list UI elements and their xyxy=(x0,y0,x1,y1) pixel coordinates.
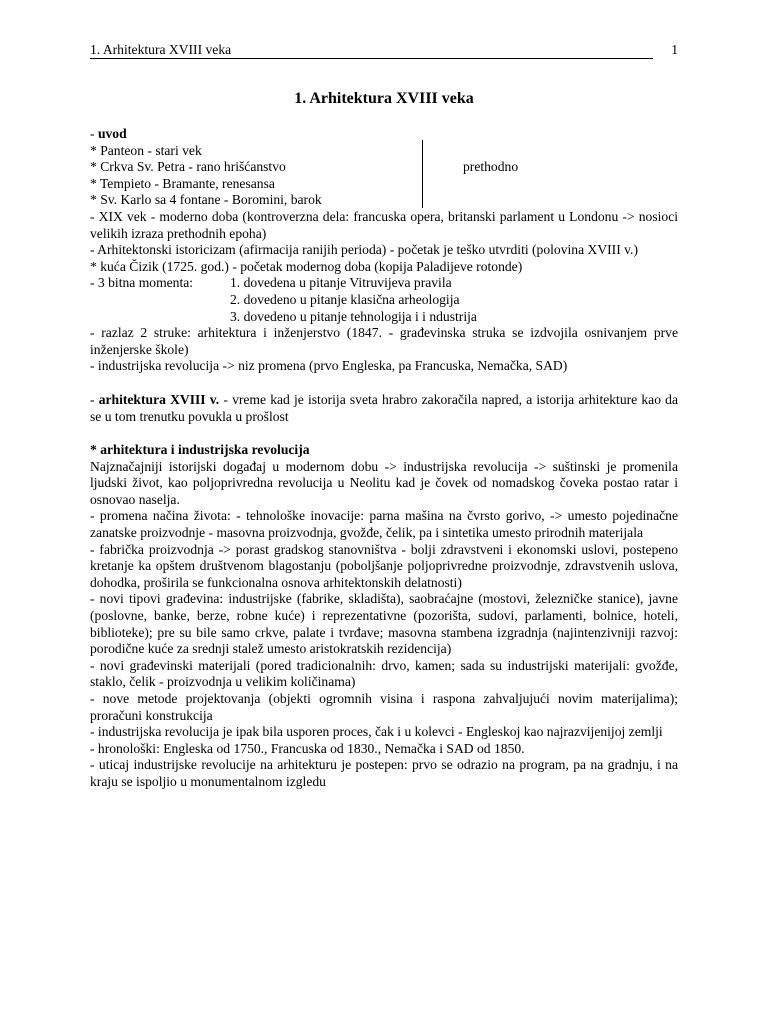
side-label: prethodno xyxy=(463,159,519,174)
moment-item: 3. dovedeno u pitanje tehnologija i i ndustrija xyxy=(230,308,477,324)
paragraph: - uticaj industrijske revolucije na arhitekturu je postepen: prvo se odrazio na program, pa na gradnju, i na kraju se ispoljio u monumentalnom izgledu xyxy=(90,757,678,789)
paragraph: - fabrička proizvodnja -> porast gradskog stanovništva - bolji zdravstveni i ekonomski uslovi, postepeno kretanje ka opštem društvenom blagostanju (poboljšanje poljoprivredne proizvodnje, zdravstvenih uslova, dohodka, proširila se funkcionalna osnova arhitektonskih delatnosti) xyxy=(90,541,678,590)
paragraph: - novi građevinski materijali (pored tradicionalnih: drvo, kamen; sada su industrijski materijali: gvožđe, staklo, čelik - proizvodnja u velikim količinama) xyxy=(90,657,678,690)
paragraph: - Arhitektonski istoricizam (afirmacija ranijih perioda) - početak je teško utvrditi (polovina XVIII v.) xyxy=(90,242,638,258)
document-body xyxy=(90,126,678,791)
bracket-line xyxy=(422,140,423,208)
paragraph: - hronološki: Engleska od 1750., Francuska od 1830., Nemačka i SAD od 1850. xyxy=(90,740,525,756)
header-title: 1. Arhitektura XVIII veka xyxy=(90,42,653,59)
document-page xyxy=(90,0,678,1024)
document-title: 1. Arhitektura XVIII veka xyxy=(294,90,474,107)
running-header xyxy=(90,42,678,60)
intro-item: * Crkva Sv. Petra - rano hrišćanstvo xyxy=(90,159,286,175)
intro-heading-text: uvod xyxy=(97,126,127,141)
paragraph: - novi tipovi građevina: industrijske (fabrike, skladišta), saobraćajne (mostovi, železničke stanice), javne (poslovne, banke, berze, robne kuće) i reprezentativne (pozorišta, sudovi, parlamenti, bolnice, hoteli, biblioteke); pre su bile samo crkve, palate i tvrđave; masovna stambena izgradnja (najintenzivniji razvoj: porodične kuće za srednji stalež umesto aristokratskih rezidencija) xyxy=(90,591,678,657)
section-heading: * arhitektura i industrijska revolucija xyxy=(90,442,310,458)
intro-item: * Sv. Karlo sa 4 fontane - Boromini, barok xyxy=(90,192,322,208)
moments-row xyxy=(90,292,678,309)
intro-block xyxy=(90,126,678,209)
paragraph: - promena načina života: - tehnološke inovacije: parna mašina na čvrsto gorivo, -> umesto pojedinačne zanatske proizvodnje - masovna proizvodnja, gvožđe, čelik, pa i sintetika umesto prirodnih materijala xyxy=(90,508,678,541)
moment-item: 2. dovedeno u pitanje klasična arheologija xyxy=(230,291,460,307)
intro-item: * Tempieto - Bramante, renesansa xyxy=(90,175,275,191)
paragraph: Najznačajniji istorijski događaj u modernom dobu -> industrijska revolucija -> suštinski je promenila ljudski život, kao poljoprivredna revolucija u Neolitu kad je čovek od nomadskog čoveka postao ratar i osnovao naselja. xyxy=(90,458,678,507)
intro-heading: - uvod xyxy=(90,126,127,141)
moments-label: - 3 bitna momenta: xyxy=(90,275,194,291)
paragraph: - industrijska revolucija je ipak bila usporen proces, čak i u kolevci - Engleskoj kao najrazvijenijoj zemlji xyxy=(90,724,663,740)
intro-item: * Panteon - stari vek xyxy=(90,142,202,158)
xviii-heading: arhitektura XVIII v. xyxy=(98,391,220,407)
page-number: 1 xyxy=(671,42,678,57)
paragraph: - nove metode projektovanja (objekti ogromnih visina i raspona zahvaljujući novim materijalima); proračuni konstrukcija xyxy=(90,691,678,723)
xviii-paragraph: - arhitektura XVIII v. - vreme kad je istorija sveta hrabro zakoračila napred, a istorija arhitekture kao da se u tom trenutku povukla u prošlost xyxy=(90,391,678,424)
paragraph: * kuća Čizik (1725. god.) - početak modernog doba (kopija Paladijeve rotonde) xyxy=(90,258,523,274)
moment-item: 1. dovedena u pitanje Vitruvijeva pravila xyxy=(230,275,452,291)
paragraph: - industrijska revolucija -> niz promena (prvo Engleska, pa Francuska, Nemačka, SAD) xyxy=(90,358,568,374)
xviii-text: - vreme kad je istorija sveta hrabro zakoračila napred, a istorija arhitekture kao da se u tom trenutku povukla u prošlost xyxy=(90,391,678,424)
moments-row xyxy=(90,309,678,326)
paragraph: - razlaz 2 struke: arhitektura i inženjerstvo (1847. - građevinska struka se izdvojila osnivanjem prve inženjerske škole) xyxy=(90,325,678,357)
moments-row xyxy=(90,275,678,292)
paragraph: - XIX vek - moderno doba (kontroverzna dela: francuska opera, britanski parlament u Londonu -> nosioci velikih izraza prethodnih epoha) xyxy=(90,208,678,241)
